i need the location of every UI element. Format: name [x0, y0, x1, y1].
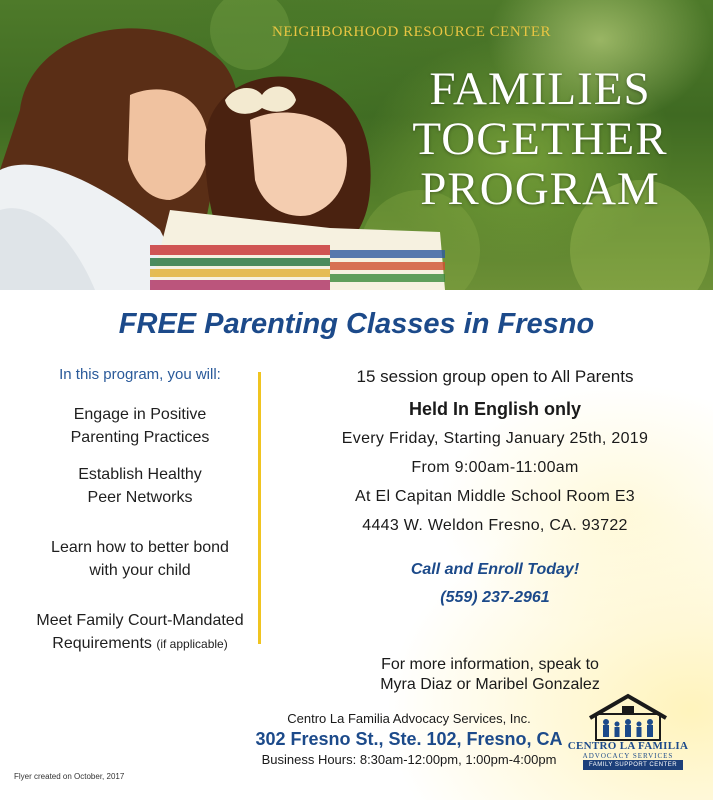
benefit-line: Parenting Practices	[70, 429, 210, 446]
benefit-line: Learn how to better bond	[51, 539, 229, 556]
schedule-day: Every Friday, Starting January 25th, 2019	[341, 430, 649, 447]
headline: FREE Parenting Classes in Fresno	[118, 308, 595, 340]
logo-name: CENTRO LA FAMILIA	[567, 740, 689, 752]
contact-line-2: Myra Diaz or Maribel Gonzalez	[380, 676, 600, 693]
benefit-item	[20, 403, 260, 449]
title-line-1: FAMILIES	[429, 63, 651, 115]
session-details	[290, 367, 700, 608]
organization-name: Centro La Familia Advocacy Services, Inc.	[287, 711, 531, 726]
title-line-3: PROGRAM	[420, 163, 660, 215]
contact-info	[300, 655, 680, 695]
benefit-line: Establish Healthy	[78, 466, 202, 483]
benefit-line: with your child	[89, 562, 191, 579]
logo-subtitle: ADVOCACY SERVICES	[582, 752, 674, 760]
schedule-time: From 9:00am-11:00am	[411, 459, 579, 476]
benefit-requirements: Requirements	[52, 635, 152, 652]
hero-banner	[0, 0, 713, 290]
benefit-line: Engage in Positive	[73, 406, 207, 423]
benefit-line: Meet Family Court-Mandated	[36, 612, 244, 629]
business-hours: Business Hours: 8:30am-12:00pm, 1:00pm-4:00pm	[261, 752, 557, 767]
program-eyebrow: NEIGHBORHOOD RESOURCE CENTER	[272, 24, 552, 40]
flyer-created-note: Flyer created on October, 2017	[14, 772, 125, 781]
contact-line-1: For more information, speak to	[381, 656, 599, 673]
organization-address: 302 Fresno St., Ste. 102, Fresno, CA	[255, 729, 563, 749]
benefit-item	[20, 536, 260, 582]
language-note: Held In English only	[408, 399, 581, 419]
organization-info	[244, 710, 574, 768]
program-title	[380, 64, 700, 214]
session-summary: 15 session group open to All Parents	[356, 367, 634, 386]
benefits-intro: In this program, you will:	[59, 366, 221, 383]
benefit-item	[20, 463, 260, 509]
column-divider	[258, 372, 261, 644]
location-address: 4443 W. Weldon Fresno, CA. 93722	[362, 517, 628, 534]
benefit-item	[20, 609, 260, 656]
benefit-line: Peer Networks	[87, 489, 193, 506]
benefit-note: (if applicable)	[156, 637, 228, 651]
location-name: At El Capitan Middle School Room E3	[355, 488, 635, 505]
logo-tagline: FAMILY SUPPORT CENTER	[583, 760, 683, 770]
phone-number[interactable]: (559) 237-2961	[440, 589, 550, 606]
benefit-line	[20, 632, 260, 656]
title-line-2: TOGETHER	[412, 113, 668, 165]
enroll-cta: Call and Enroll Today!	[410, 561, 580, 578]
benefits-column	[20, 366, 260, 656]
